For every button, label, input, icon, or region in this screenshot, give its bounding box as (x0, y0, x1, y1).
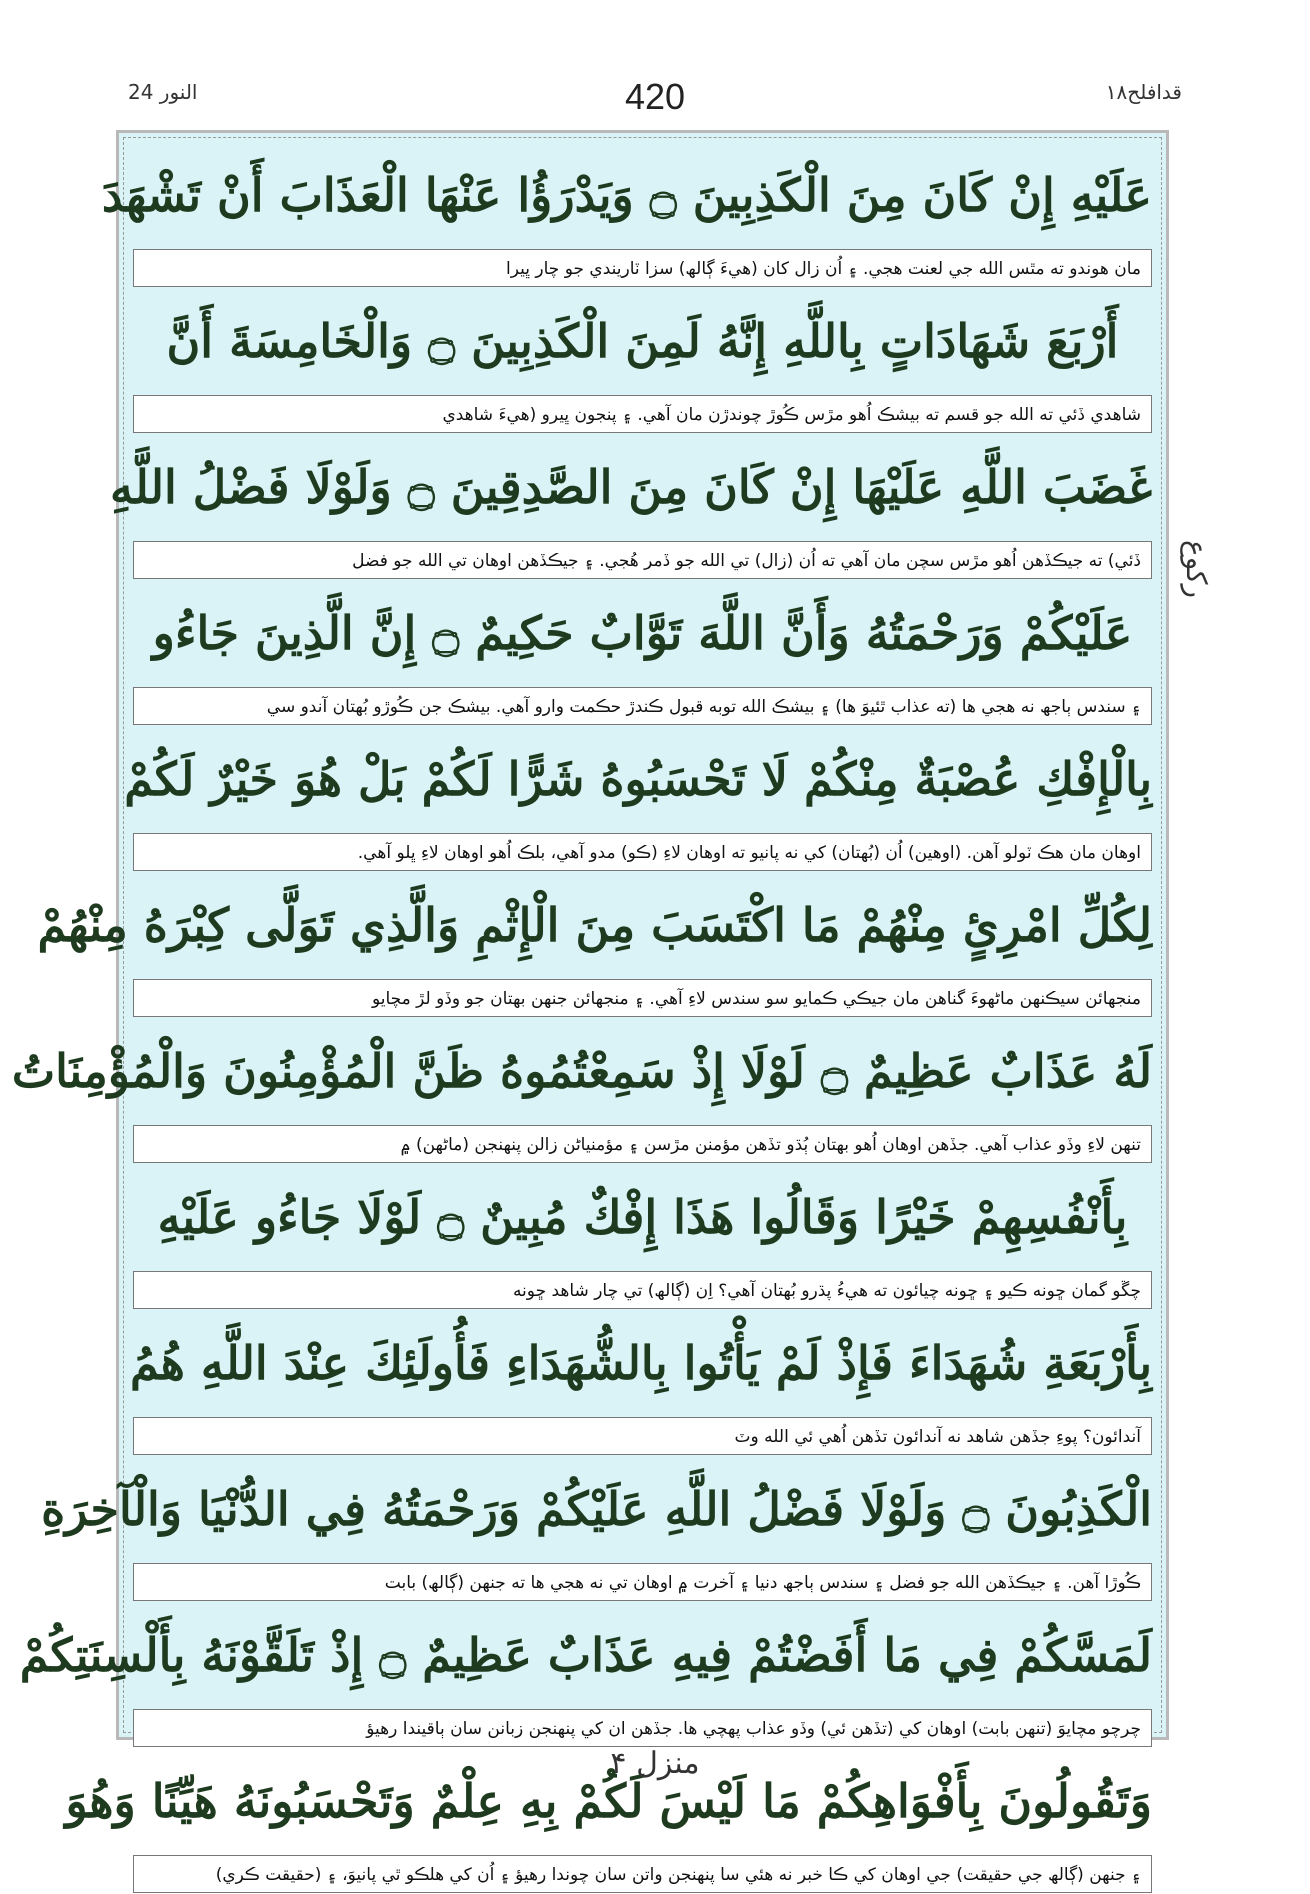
arabic-line: وَتَقُولُونَ بِأَفْوَاهِكُمْ مَا لَيْسَ لَكُمْ بِهِ عِلْمٌ وَتَحْسَبُونَهُ هَيِّنًا وَهُوَ (65, 1774, 1152, 1828)
ruku-marker: ركوع (1180, 540, 1213, 599)
sindhi-translation-line: ڏئي) ته جيڪڏھن اُهو مڙس سچن مان آهي ته اُن (زال) تي الله جو ڏمر هُجي. ۽ جيڪڏھن اوهان تي الله جو فضل (133, 541, 1152, 579)
arabic-line: لِكُلِّ امْرِئٍ مِنْهُمْ مَا اكْتَسَبَ مِنَ الْإِثْمِ وَالَّذِي تَوَلَّى كِبْرَهُ مِنْهُمْ (37, 898, 1152, 952)
sindhi-translation-line: آندائون؟ پوءِ جڏهن شاهد نه آندائون تڏهن اُهي ئي الله وٽ (133, 1417, 1152, 1455)
arabic-line: بِأَرْبَعَةِ شُهَدَاءَ فَإِذْ لَمْ يَأْتُوا بِالشُّهَدَاءِ فَأُولَئِكَ عِنْدَ اللَّهِ هُمُ (130, 1336, 1152, 1390)
sindhi-translation-line: تنهن لاءِ وڏو عذاب آهي. جڏهن اوهان اُهو بهتان ٻُڌو تڏهن مؤمنن مڙسن ۽ مؤمنياڻن زالن پنهنجن (ماڻهن) ۾ (133, 1125, 1152, 1163)
sindhi-translation-line: شاهدي ڏئي ته الله جو قسم ته بيشڪ اُهو مڙس ڪُوڙ چوندڙن مان آهي. ۽ پنجون ڀيرو (هيءَ شاهدي (133, 395, 1152, 433)
sindhi-translation-line: ۽ سندس ٻاجھ نه هجي ها (ته عذاب ٿئيوَ ها) ۽ بيشڪ الله توبه قبول ڪندڙ حڪمت وارو آهي. بيشڪ جن ڪُوڙو بُهتان آندو سي (133, 687, 1152, 725)
page-number: 420 (624, 76, 686, 117)
arabic-line: عَلَيْهِ إِنْ كَانَ مِنَ الْكَذِبِينَ ۝ وَيَدْرَؤُا عَنْهَا الْعَذَابَ أَنْ تَشْهَدَ (101, 168, 1152, 222)
arabic-line: لَمَسَّكُمْ فِي مَا أَفَضْتُمْ فِيهِ عَذَابٌ عَظِيمٌ ۝ إِذْ تَلَقَّوْنَهُ بِأَلْسِنَتِكُمْ (19, 1628, 1152, 1682)
arabic-line: غَضَبَ اللَّهِ عَلَيْهَا إِنْ كَانَ مِنَ الصَّدِقِينَ ۝ وَلَوْلَا فَضْلُ اللَّهِ (110, 460, 1152, 514)
juz-label: قدافلح۱۸ (1105, 80, 1182, 104)
sindhi-translation-line: چڱو گمان ڇونه ڪيو ۽ ڇونه چيائون ته هيءُ پڌرو بُهتان آهي؟ اِن (ڳالھ) تي چار شاهد ڇونه (133, 1271, 1152, 1309)
surah-label: النور 24 (128, 80, 198, 104)
arabic-line: الْكَذِبُونَ ۝ وَلَوْلَا فَضْلُ اللَّهِ عَلَيْكُمْ وَرَحْمَتُهُ فِي الدُّنْيَا وَالْآخِرَةِ (41, 1482, 1152, 1536)
sindhi-translation-line: چرچو مچايوَ (تنهن بابت) اوهان کي (تڏهن ئي) وڏو عذاب پهچي ها. جڏهن ان کي پنهنجن زبانن سان ٻاقيندا رهيؤ (133, 1709, 1152, 1747)
sindhi-translation-line: ۽ جنهن (ڳالھ جي حقيقت) جي اوهان کي ڪا خبر نه هئي سا پنهنجن واتن سان چوندا رهيؤ ۽ اُن کي هلڪو ٿي پانيوَ، ۽ (حقيقت ڪري) (133, 1855, 1152, 1893)
sindhi-translation-line: ڪُوڙا آهن. ۽ جيڪڏهن الله جو فضل ۽ سندس ٻاجھ دنيا ۽ آخرت ۾ اوهان تي نه هجي ها ته جنهن (ڳالھ) بابت (133, 1563, 1152, 1601)
sindhi-translation-line: منجهائن سيڪنهن ماڻهوءَ گناهن مان جيڪي ڪمايو سو سندس لاءِ آهي. ۽ منجهائن جنهن بهتان جو وڏو لڙ مچايو (133, 979, 1152, 1017)
arabic-line: بِالْإِفْكِ عُصْبَةٌ مِنْكُمْ لَا تَحْسَبُوهُ شَرًّا لَكُمْ بَلْ هُوَ خَيْرٌ لَكُمْ (124, 752, 1152, 806)
manzil-footer: منزل ۴ (610, 1746, 700, 1781)
arabic-line: بِأَنْفُسِهِمْ خَيْرًا وَقَالُوا هَذَا إِفْكٌ مُبِينٌ ۝ لَوْلَا جَاءُو عَلَيْهِ (157, 1190, 1128, 1244)
sindhi-translation-line: اوهان مان هڪ ٽولو آهن. (اوهين) اُن (بُهتان) کي نه پانيو ته اوهان لاءِ (ڪو) مدو آهي، بلڪ اُهو اوهان لاءِ ڀلو آهي. (133, 833, 1152, 871)
arabic-line: عَلَيْكُمْ وَرَحْمَتُهُ وَأَنَّ اللَّهَ تَوَّابٌ حَكِيمٌ ۝ إِنَّ الَّذِينَ جَاءُو (152, 606, 1133, 660)
sindhi-translation-line: مان هوندو ته مٿس الله جي لعنت هجي. ۽ اُن زال کان (هيءَ ڳالھ) سزا ٽاريندي جو چار ڀيرا (133, 249, 1152, 287)
arabic-line: أَرْبَعَ شَهَادَاتٍ بِاللَّهِ إِنَّهُ لَمِنَ الْكَذِبِينَ ۝ وَالْخَامِسَةَ أَنَّ (166, 314, 1119, 368)
arabic-line: لَهُ عَذَابٌ عَظِيمٌ ۝ لَوْلَا إِذْ سَمِعْتُمُوهُ ظَنَّ الْمُؤْمِنُونَ وَالْمُؤْمِنَاتُ (11, 1044, 1152, 1098)
